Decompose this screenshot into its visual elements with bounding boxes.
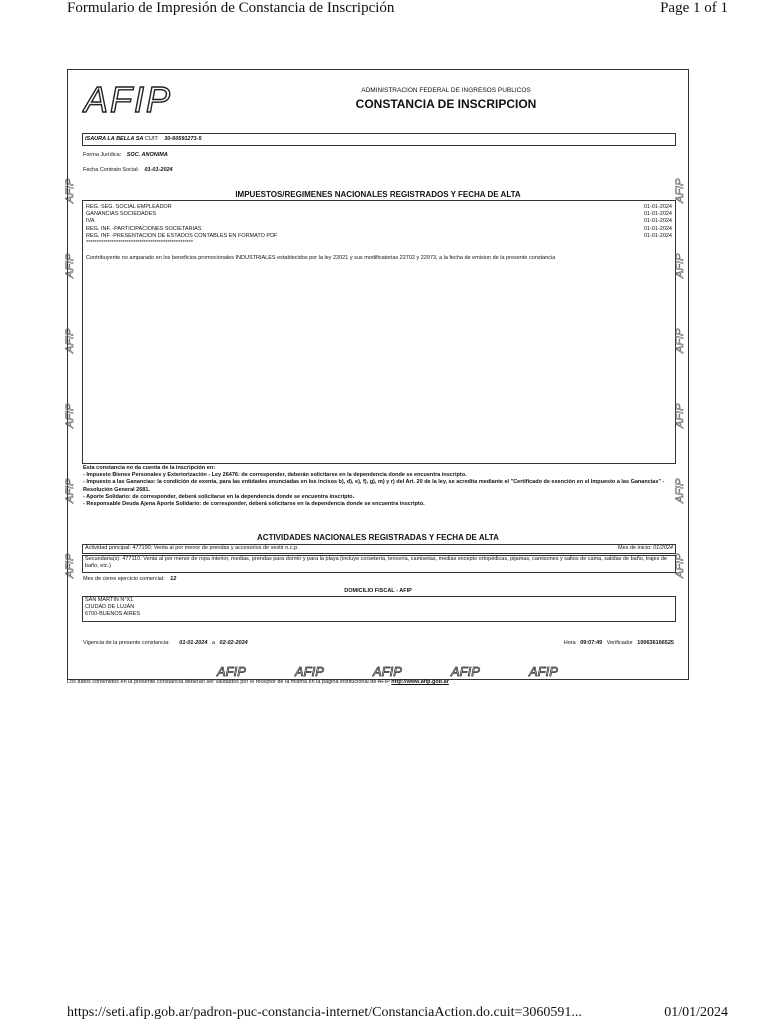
time-verifier-row xyxy=(564,640,674,647)
side-watermark-right xyxy=(672,390,686,435)
tax-date: 01-01-2024 xyxy=(643,211,672,218)
side-watermark-left xyxy=(62,240,76,285)
tax-row xyxy=(86,233,672,240)
taxpayer-name: ISAURA LA BELLA SA xyxy=(85,136,144,142)
afip-small-logo-icon-2 xyxy=(294,664,332,678)
watermark-text: AFIP xyxy=(64,403,76,428)
hora-label: Hora xyxy=(563,640,576,646)
afip-watermark-icon xyxy=(62,390,76,430)
domicilio-line: CIUDAD DE LUJÁN xyxy=(85,604,135,611)
main-activity-box xyxy=(82,544,676,554)
main-activity: Actividad principal: 477190: Venta al por menor de prendas y accesorios de vestir n.c.p. xyxy=(85,545,299,551)
legal-form-value: SOC. ANONIMA xyxy=(126,152,168,158)
tax-date: 01-01-2024 xyxy=(643,225,672,232)
tax-row xyxy=(86,211,672,218)
validation-note xyxy=(67,679,449,685)
small-logo-text: AFIP xyxy=(529,664,558,678)
disclaimer-item: - Impuesto Bienes Personales y Exteriorización - Ley 26476: de corresponder, deberán solicitarse en la dependencia donde se encuentra inscripto. xyxy=(83,472,467,479)
small-logo-text: AFIP xyxy=(451,664,480,678)
watermark-text: AFIP xyxy=(64,328,76,353)
afip-small-logo-icon-3 xyxy=(372,664,410,678)
side-watermark-right xyxy=(672,165,686,210)
watermark-text: AFIP xyxy=(674,553,686,578)
secondary-activity-box xyxy=(82,555,676,573)
afip-watermark-icon xyxy=(672,240,686,280)
side-watermark-right xyxy=(672,315,686,360)
contract-date-label: Fecha Contrato Social: xyxy=(83,167,139,173)
domicilio-title: DOMICILIO FISCAL - AFIP xyxy=(344,588,412,594)
activities-title: ACTIVIDADES NACIONALES REGISTRADAS Y FECHA DE ALTA xyxy=(257,533,499,542)
afip-logo-icon xyxy=(82,80,198,118)
side-watermark-right xyxy=(672,540,686,585)
afip-small-logo-icon-1 xyxy=(216,664,254,678)
taxes-box xyxy=(82,200,676,464)
side-watermark-left xyxy=(62,390,76,435)
afip-small-logo-icon-5 xyxy=(528,664,566,678)
afip-watermark-icon xyxy=(62,315,76,355)
disclaimer-item: - Responsable Deuda Ajena Aporte Solidario: de corresponder, deberá solicitarse en la dependencia donde se encuentra inscripto. xyxy=(83,501,425,508)
side-watermark-left xyxy=(62,465,76,510)
tax-separator: ************************************************** xyxy=(86,240,194,247)
afip-watermark-icon xyxy=(672,540,686,580)
tax-name: REG. INF -PRESENTACION DE ESTADOS CONTABLES EN FORMATO PDF xyxy=(86,232,278,239)
tax-date: 01-01-2024 xyxy=(643,232,672,239)
hora-value: 09:07:49 xyxy=(580,640,603,646)
tax-name: IVA xyxy=(86,218,95,225)
tax-list xyxy=(86,204,672,240)
watermark-text: AFIP xyxy=(674,178,686,203)
tax-date: 01-01-2024 xyxy=(643,204,672,210)
afip-logo-text: AFIP xyxy=(84,80,173,118)
watermark-text: AFIP xyxy=(674,403,686,428)
side-watermark-left xyxy=(62,540,76,585)
afip-watermark-icon xyxy=(672,165,686,205)
afip-small-logo-icon-4 xyxy=(450,664,488,678)
print-date: 01/01/2024 xyxy=(664,1005,728,1020)
taxpayer-name-box xyxy=(82,133,676,146)
disclaimer-item: - Aporte Solidario: de corresponder, deberá solicitarse en la dependencia donde se encuentra inscripto. xyxy=(83,493,355,500)
side-watermark-right xyxy=(672,465,686,510)
tax-row xyxy=(86,218,672,225)
afip-watermark-icon xyxy=(672,390,686,430)
fiscal-close-row xyxy=(83,576,176,583)
validity-to: 02-02-2024 xyxy=(219,640,248,646)
watermark-text: AFIP xyxy=(64,553,76,578)
cuit-label: CUIT: xyxy=(144,136,159,142)
small-logo-text: AFIP xyxy=(373,664,402,678)
cuit-value: 30-60591273-5 xyxy=(164,136,202,142)
domicilio-line: SAN MARTIN N°X1 xyxy=(85,597,134,603)
afip-watermark-icon xyxy=(62,540,76,580)
afip-link[interactable]: http://www.afip.gob.ar xyxy=(391,679,449,685)
tax-name: REG. INF. -PARTICIPACIONES SOCIETARIAS xyxy=(86,225,202,232)
afip-watermark-icon xyxy=(62,240,76,280)
side-watermark-left xyxy=(62,165,76,210)
verifier-value: 100636166525 xyxy=(637,640,674,646)
side-watermark-left xyxy=(62,315,76,360)
print-header xyxy=(0,0,768,22)
print-title: Formulario de Impresión de Constancia de Inscripción xyxy=(67,0,395,16)
afip-logo xyxy=(82,80,198,118)
watermark-text: AFIP xyxy=(64,478,76,503)
legal-form-label: Forma Jurídica: xyxy=(83,152,122,158)
validity-sep: a xyxy=(211,640,216,646)
disclaimer-item: - Impuesto a las Ganancias: la condición de exenta, para las entidades enunciadas en los incisos b), d), e), f), g), m) y r) del Art. 20 de la ley, se acredita mediante el "Certificado de exención en el Impuesto a las Ganancias" - Resolución General 2681. xyxy=(83,479,665,493)
domicilio-line: 6700-BUENOS AIRES xyxy=(85,611,141,618)
watermark-text: AFIP xyxy=(674,478,686,503)
start-month xyxy=(618,545,673,552)
page-number: Page 1 of 1 xyxy=(660,0,728,16)
validation-text: Los datos contenidos en la presente constancia deberán ser validados por el receptor de la misma en la página institucional de AFIP xyxy=(67,679,390,685)
tax-row xyxy=(86,204,672,211)
small-logo-text: AFIP xyxy=(217,664,246,678)
tax-row xyxy=(86,226,672,233)
validity-row xyxy=(83,640,248,647)
afip-watermark-icon xyxy=(672,465,686,505)
certificate-frame xyxy=(64,69,689,680)
tax-name: REG. SEG. SOCIAL EMPLEADOR xyxy=(86,204,172,210)
validity-label: Vigencia de la presente constancia: xyxy=(83,640,170,646)
watermark-text: AFIP xyxy=(64,253,76,278)
domicilio-lines xyxy=(83,597,675,619)
contract-date-row xyxy=(83,167,173,174)
taxes-title: IMPUESTOS/REGIMENES NACIONALES REGISTRADOS Y FECHA DE ALTA xyxy=(235,190,521,199)
disclaimer-block xyxy=(83,465,673,508)
document-title: CONSTANCIA DE INSCRIPCION xyxy=(355,97,537,111)
disclaimer-list xyxy=(83,472,673,508)
agency-name: ADMINISTRACION FEDERAL DE INGRESOS PUBLICOS xyxy=(361,87,531,94)
watermark-text: AFIP xyxy=(674,253,686,278)
secondary-activity: Secundaria(s): 477110: Venta al por menor de ropa interior, medias, prendas para dormir y para la playa (incluye corsetería, lencería, camisetas, medias excepto ortopédicas, pijamas, camisones y saltos de cama, salidas de baño, trajes de baño, etc.) xyxy=(85,556,667,570)
watermark-text: AFIP xyxy=(64,178,76,203)
afip-watermark-icon xyxy=(672,315,686,355)
legal-form-row xyxy=(83,152,168,159)
start-month-label: Mes de inicio: xyxy=(617,545,652,551)
start-month-value: 01/2024 xyxy=(653,545,673,551)
side-watermark-right xyxy=(672,240,686,285)
bottom-logos xyxy=(216,664,566,678)
tax-date: 01-01-2024 xyxy=(643,218,672,225)
tax-name: GANANCIAS SOCIEDADES xyxy=(86,211,156,218)
print-url: https://seti.afip.gob.ar/padron-puc-constancia-internet/ConstanciaAction.do.cuit=3060591... xyxy=(67,1005,582,1020)
afip-watermark-icon xyxy=(62,165,76,205)
watermark-text: AFIP xyxy=(674,328,686,353)
fiscal-close-label: Mes de cierre ejercicio comercial: xyxy=(83,576,165,582)
afip-watermark-icon xyxy=(62,465,76,505)
promo-note: Contribuyente no amparado en los beneficios promocionales INDUSTRIALES establecidos por la ley 22021 y sus modificatorias 22702 y 22973, a la fecha de emision de la presente constancia xyxy=(86,255,556,262)
domicilio-box xyxy=(82,596,676,622)
validity-from: 01-01-2024 xyxy=(179,640,208,646)
small-logo-text: AFIP xyxy=(295,664,324,678)
contract-date-value: 01-01-2024 xyxy=(144,167,173,173)
fiscal-close-value: 12 xyxy=(170,576,177,582)
verifier-label: Verificador xyxy=(606,640,633,646)
disclaimer-lead: Esta constancia no da cuenta de la inscripción en: xyxy=(83,465,216,471)
